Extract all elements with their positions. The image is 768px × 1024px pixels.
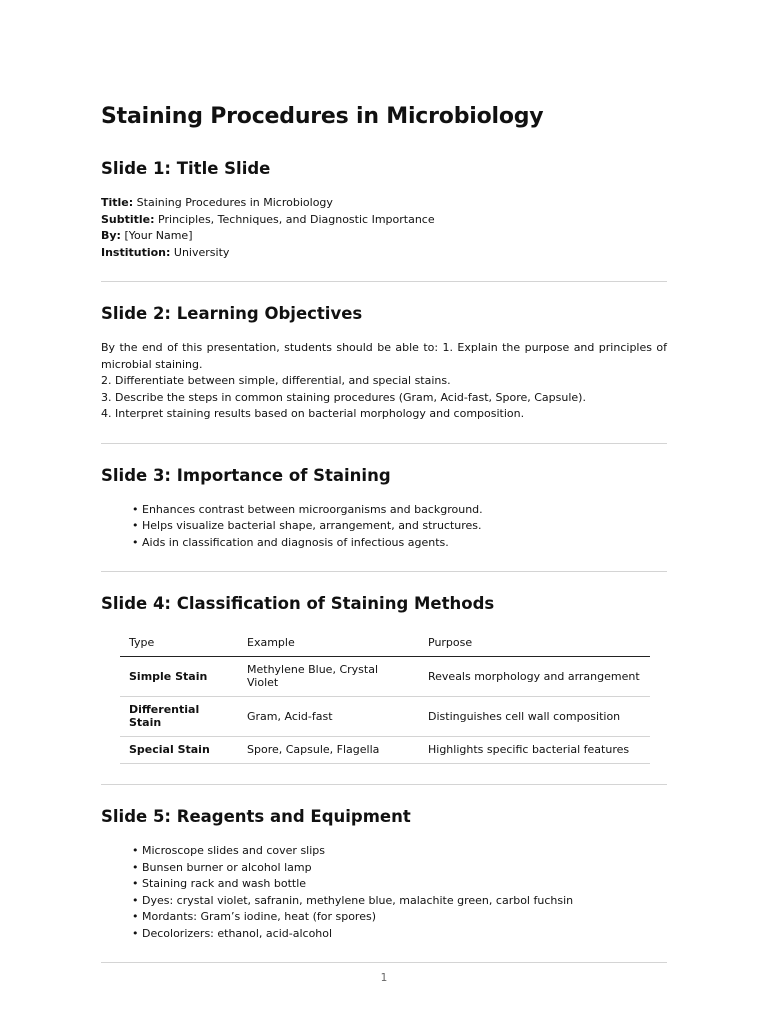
field-subtitle [101, 212, 667, 229]
reagents-list [101, 843, 667, 942]
slide-2-section [101, 303, 667, 423]
field-value: Principles, Techniques, and Diagnostic Importance [158, 212, 435, 226]
page-number: 1 [380, 972, 388, 984]
field-title [101, 195, 667, 212]
list-item: • Staining rack and wash bottle [132, 876, 667, 893]
table-cell-example: Spore, Capsule, Flagella [238, 737, 419, 764]
table-cell-type: Simple Stain [120, 657, 238, 697]
field-value: Staining Procedures in Microbiology [136, 196, 333, 209]
table-row [120, 657, 650, 697]
slide-1-fields [101, 195, 667, 261]
slide-5-heading: Slide 5: Reagents and Equipment [101, 807, 411, 826]
table-row [120, 737, 650, 764]
table-cell-purpose: Reveals morphology and arrangement [419, 657, 650, 697]
list-item: • Aids in classification and diagnosis of infectious agents. [132, 535, 667, 552]
slide-4-section [101, 593, 667, 764]
list-item: • Mordants: Gram’s iodine, heat (for spores) [132, 909, 667, 926]
field-label: Title: [101, 196, 134, 209]
field-by [101, 228, 667, 245]
staining-methods-table [120, 630, 650, 764]
objective-line: 3. Describe the steps in common staining procedures (Gram, Acid-fast, Spore, Capsule). [101, 390, 586, 404]
slide-1-section [101, 158, 667, 261]
section-divider [101, 281, 667, 282]
table-cell-type: Differential Stain [120, 697, 238, 737]
table-header-row [120, 630, 650, 657]
list-item: • Dyes: crystal violet, safranin, methylene blue, malachite green, carbol fuchsin [132, 893, 667, 910]
list-item: • Decolorizers: ethanol, acid-alcohol [132, 926, 667, 943]
slide-4-heading: Slide 4: Classification of Staining Methods [101, 594, 495, 613]
field-label: Subtitle: [101, 212, 155, 226]
importance-list [101, 502, 667, 552]
slide-3-heading: Slide 3: Importance of Staining [101, 465, 391, 485]
slide-2-heading: Slide 2: Learning Objectives [101, 304, 363, 323]
column-header: Type [120, 630, 238, 657]
table-cell-type: Special Stain [120, 737, 238, 764]
table-cell-example: Methylene Blue, Crystal Violet [238, 657, 419, 697]
list-item: • Microscope slides and cover slips [132, 843, 667, 860]
table-cell-purpose: Distinguishes cell wall composition [419, 697, 650, 737]
slide-3-section [101, 465, 667, 552]
slide-5-section [101, 806, 667, 942]
objective-line: By the end of this presentation, students should be able to: 1. Explain the purpose and principles of microbial staining. [101, 341, 667, 371]
document-title: Staining Procedures in Microbiology [101, 104, 544, 129]
field-label: Institution: [101, 245, 171, 259]
section-divider [101, 571, 667, 572]
table-cell-example: Gram, Acid-fast [238, 697, 419, 737]
field-value: [Your Name] [124, 229, 193, 242]
list-item: • Bunsen burner or alcohol lamp [132, 860, 667, 877]
objective-line: 4. Interpret staining results based on bacterial morphology and composition. [101, 407, 525, 420]
table-cell-purpose: Highlights specific bacterial features [419, 737, 650, 764]
section-divider [101, 784, 667, 785]
column-header: Example [238, 630, 419, 657]
section-divider [101, 962, 667, 963]
objective-line: 2. Differentiate between simple, differential, and special stains. [101, 374, 451, 387]
list-item: • Enhances contrast between microorganisms and background. [132, 502, 667, 519]
table-row [120, 697, 650, 737]
document-page [101, 102, 667, 984]
section-divider [101, 443, 667, 444]
field-label: By: [101, 229, 121, 242]
field-institution [101, 245, 667, 262]
field-value: University [173, 245, 230, 259]
list-item: • Helps visualize bacterial shape, arrangement, and structures. [132, 518, 667, 535]
learning-objectives [101, 340, 667, 423]
slide-1-heading: Slide 1: Title Slide [101, 159, 271, 178]
column-header: Purpose [419, 630, 650, 657]
